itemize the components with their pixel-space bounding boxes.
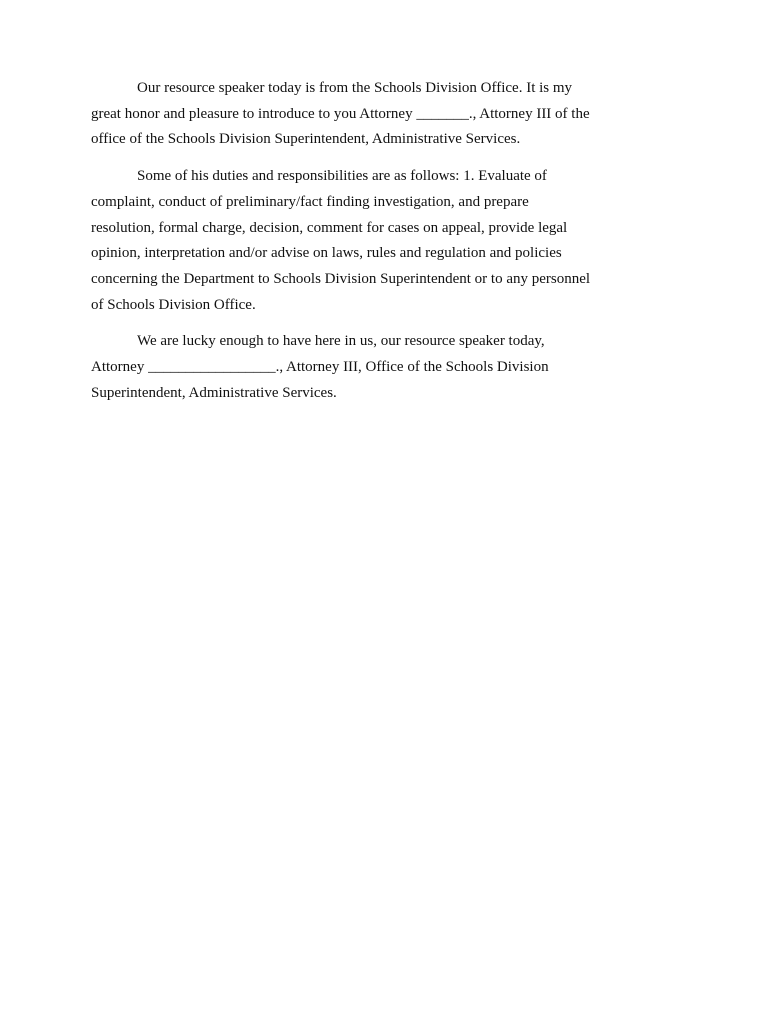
paragraph-closing	[91, 329, 691, 406]
text-line: complaint, conduct of preliminary/fact finding investigation, and prepare	[91, 193, 529, 210]
text-line: of Schools Division Office.	[91, 296, 256, 313]
text-line: Our resource speaker today is from the Schools Division Office. It is my	[137, 80, 573, 96]
paragraph-duties	[91, 164, 691, 318]
text-line: great honor and pleasure to introduce to you Attorney _______., Attorney III of the	[91, 105, 590, 122]
text-line: office of the Schools Division Superintendent, Administrative Services.	[91, 131, 521, 148]
text-line: opinion, interpretation and/or advise on laws, rules and regulation and policies	[91, 245, 562, 262]
paragraph-introduction	[91, 76, 691, 153]
text-line: resolution, formal charge, decision, comment for cases on appeal, provide legal	[91, 219, 568, 236]
text-line: We are lucky enough to have here in us, our resource speaker today,	[137, 333, 545, 350]
document-body	[91, 76, 691, 417]
text-line: Attorney _________________., Attorney III, Office of the Schools Division	[91, 359, 549, 376]
text-line: Superintendent, Administrative Services.	[91, 384, 337, 401]
text-line: Some of his duties and responsibilities are as follows: 1. Evaluate of	[137, 168, 547, 185]
text-line: concerning the Department to Schools Division Superintendent or to any personnel	[91, 270, 591, 287]
